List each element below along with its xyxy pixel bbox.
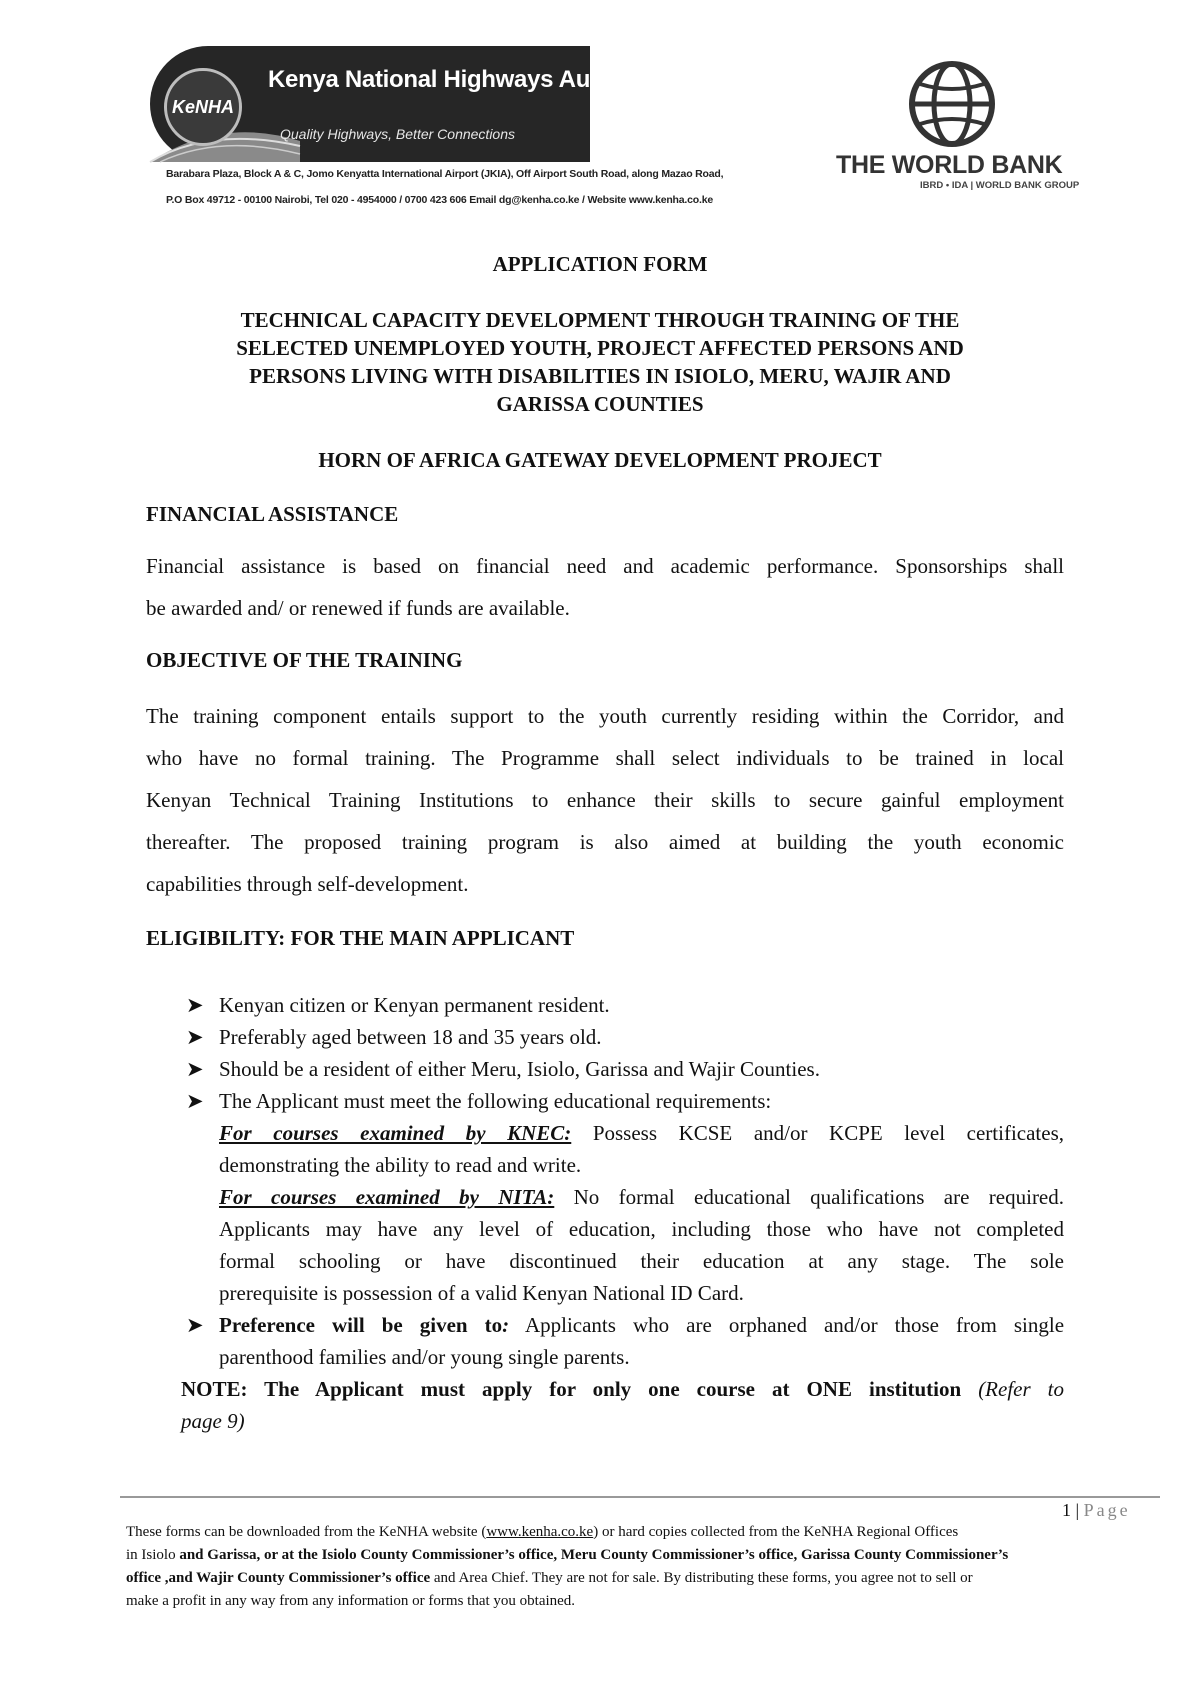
- bullet-arrow-icon: ➤: [186, 993, 204, 1017]
- eligibility-bullet: Should be a resident of either Meru, Isiolo, Garissa and Wajir Counties.: [219, 1057, 820, 1081]
- kenha-name: Kenya National Highways Authority: [268, 66, 663, 93]
- nita-requirement-line: Applicants may have any level of education, including those who have not completed: [219, 1217, 1064, 1241]
- nita-requirement-line: [219, 1185, 1064, 1210]
- kenha-logo: KeNHA: [164, 68, 242, 146]
- note-reference-line: page 9): [181, 1409, 245, 1433]
- footer-line: make a profit in any way from any information or forms that you obtained.: [126, 1593, 576, 1609]
- note-reference: (Refer to: [961, 1377, 1064, 1401]
- kenha-banner: [150, 46, 663, 162]
- subtitle-line: GARISSA COUNTIES: [496, 392, 704, 416]
- knec-requirement-line: demonstrating the ability to read and write.: [219, 1153, 582, 1177]
- preference-line: parenthood families and/or young single parents.: [219, 1345, 630, 1369]
- footer-offices-text: office ,and Wajir County Commissioner’s office: [126, 1570, 431, 1586]
- page-number-value: 1: [1062, 1500, 1071, 1520]
- bullet-arrow-icon: ➤: [186, 1057, 204, 1081]
- form-title: APPLICATION FORM: [492, 252, 708, 276]
- subtitle-line: TECHNICAL CAPACITY DEVELOPMENT THROUGH TRAINING OF THE: [240, 308, 960, 332]
- objective-text-line: Kenyan Technical Training Institutions to enhance their skills to secure gainful employment: [146, 788, 1064, 812]
- footer-divider: [120, 1496, 1160, 1498]
- page-word: Page: [1083, 1500, 1131, 1520]
- objective-text-line: capabilities through self-development.: [146, 872, 469, 896]
- eligibility-bullet: Preferably aged between 18 and 35 years old.: [219, 1025, 602, 1049]
- footer-text: ) or hard copies collected from the KeNHA Regional Offices: [593, 1524, 959, 1540]
- world-bank-name: THE WORLD BANK: [836, 151, 1063, 179]
- objective-text-line: The training component entails support to the youth currently residing within the Corridor, and: [146, 704, 1064, 728]
- objective-text-line: who have no formal training. The Programme shall select individuals to be trained in local: [146, 746, 1064, 770]
- objective-text-line: thereafter. The proposed training program is also aimed at building the youth economic: [146, 830, 1064, 854]
- knec-text: Possess KCSE and/or KCPE level certificates,: [571, 1121, 1064, 1145]
- bullet-arrow-icon: ➤: [186, 1313, 204, 1337]
- bullet-arrow-icon: ➤: [186, 1089, 204, 1113]
- kenha-slogan: Quality Highways, Better Connections: [280, 126, 515, 142]
- footer-line: [126, 1524, 1156, 1541]
- footer-text: and Area Chief. They are not for sale. By distributing these forms, you agree not to sell or: [430, 1570, 973, 1586]
- nita-label: For courses examined by NITA:: [219, 1185, 555, 1209]
- world-bank-subtitle: IBRD • IDA | WORLD BANK GROUP: [920, 180, 1080, 191]
- subtitle-line: SELECTED UNEMPLOYED YOUTH, PROJECT AFFECTED PERSONS AND: [236, 336, 964, 360]
- preference-text: Applicants who are orphaned and/or those from single: [509, 1313, 1065, 1337]
- page-number: [1062, 1500, 1131, 1521]
- project-title: HORN OF AFRICA GATEWAY DEVELOPMENT PROJECT: [318, 448, 882, 472]
- nita-requirement-line: prerequisite is possession of a valid Kenyan National ID Card.: [219, 1281, 744, 1305]
- preference-line: [219, 1313, 1064, 1338]
- eligibility-heading: ELIGIBILITY: FOR THE MAIN APPLICANT: [146, 926, 575, 950]
- footer-line: [126, 1547, 1156, 1564]
- nita-requirement-line: formal schooling or have discontinued their education at any stage. The sole: [219, 1249, 1064, 1273]
- kenha-address-line-1: Barabara Plaza, Block A & C, Jomo Kenyatta International Airport (JKIA), Off Airport South Road, along Mazao Road,: [166, 168, 724, 180]
- eligibility-bullet: Kenyan citizen or Kenyan permanent resident.: [219, 993, 610, 1017]
- nita-text: No formal educational qualifications are required.: [554, 1185, 1065, 1209]
- subtitle-line: PERSONS LIVING WITH DISABILITIES IN ISIOLO, MERU, WAJIR AND: [249, 364, 951, 388]
- preference-label: Preference will be given to: [219, 1313, 503, 1337]
- financial-text-line: Financial assistance is based on financial need and academic performance. Sponsorships shall: [146, 554, 1064, 578]
- financial-heading: FINANCIAL ASSISTANCE: [146, 502, 399, 526]
- financial-text-line: be awarded and/ or renewed if funds are available.: [146, 596, 570, 620]
- bullet-arrow-icon: ➤: [186, 1025, 204, 1049]
- world-bank-globe-icon: [908, 60, 996, 148]
- knec-label: For courses examined by KNEC:: [219, 1121, 572, 1145]
- footer-offices-text: and Garissa, or at the Isiolo County Commissioner’s office, Meru County Commissioner’s office, Garissa County Commissioner’s: [179, 1547, 1009, 1563]
- kenha-website-link[interactable]: www.kenha.co.ke: [486, 1524, 594, 1540]
- note-text: NOTE: The Applicant must apply for only one course at ONE institution: [181, 1377, 962, 1401]
- knec-requirement-line: [219, 1121, 1064, 1146]
- footer-text: These forms can be downloaded from the KeNHA website (: [126, 1524, 487, 1540]
- eligibility-bullet: The Applicant must meet the following educational requirements:: [219, 1089, 772, 1113]
- footer-line: [126, 1570, 1156, 1587]
- objective-heading: OBJECTIVE OF THE TRAINING: [146, 648, 463, 672]
- note-line: [181, 1377, 1064, 1402]
- footer-text: in Isiolo: [126, 1547, 180, 1563]
- preference-colon: :: [502, 1313, 510, 1337]
- kenha-address-line-2: P.O Box 49712 - 00100 Nairobi, Tel 020 - 4954000 / 0700 423 606 Email dg@kenha.co.ke / Website www.kenha.co.ke: [166, 194, 713, 206]
- page-separator: |: [1071, 1500, 1084, 1520]
